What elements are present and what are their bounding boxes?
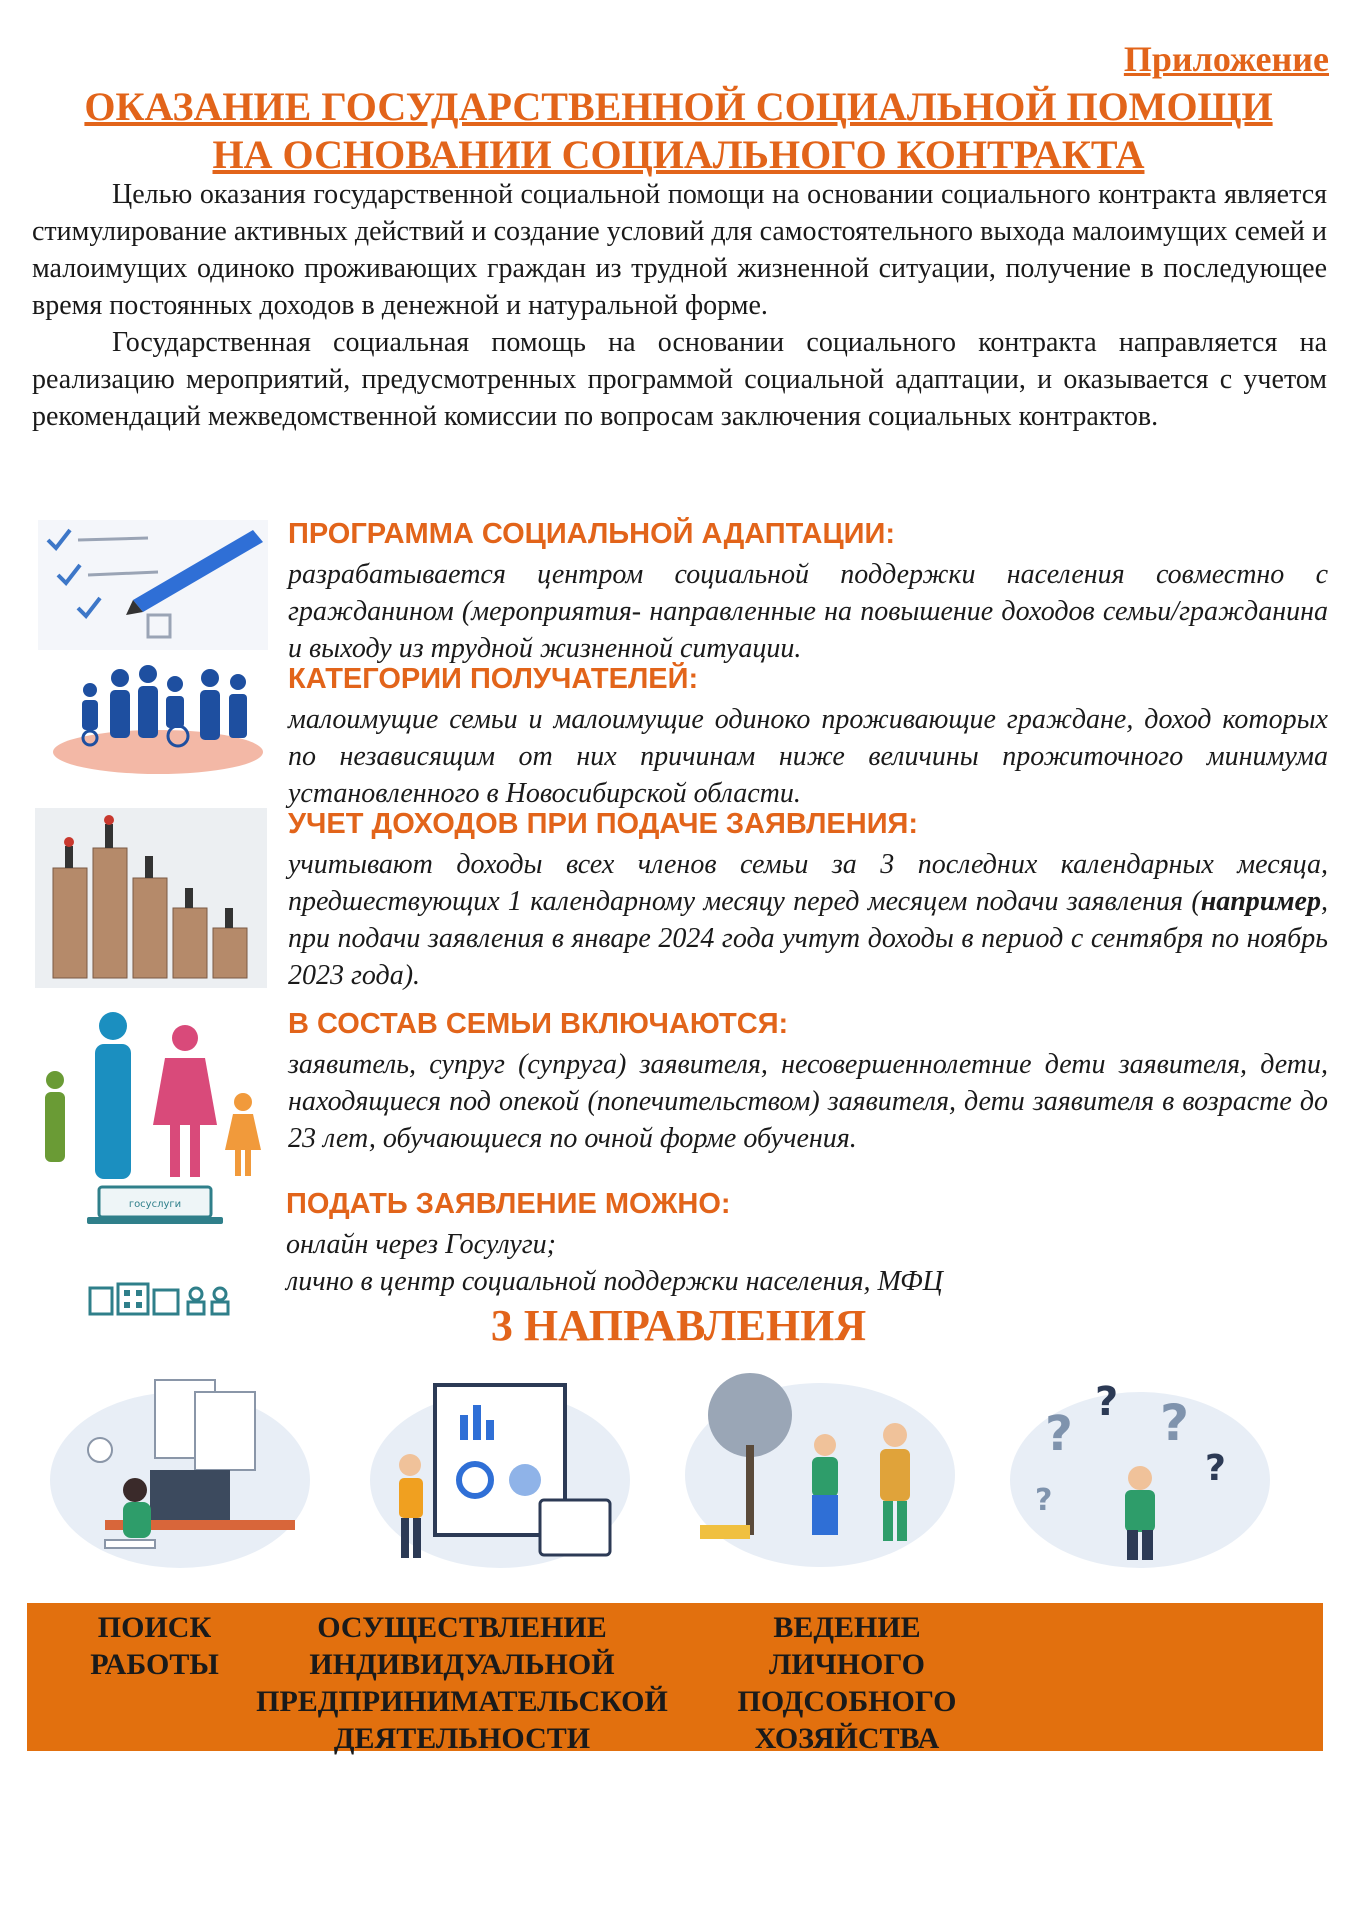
income-example-word: например — [1200, 886, 1321, 917]
family-figures-icon — [35, 1010, 267, 1185]
appendix-label: Приложение — [1123, 39, 1329, 79]
recipients-heading: КАТЕГОРИИ ПОЛУЧАТЕЛЕЙ: — [288, 663, 699, 695]
direction-2-line-3: ПРЕДПРИНИМАТЕЛЬСКОЙ — [256, 1685, 668, 1718]
direction-3-line-2: ЛИЧНОГО — [768, 1648, 926, 1681]
laptop-screen-label: госуслуги — [128, 1199, 182, 1210]
family-heading: В СОСТАВ СЕМЬИ ВКЛЮЧАЮТСЯ: — [288, 1008, 789, 1040]
direction-2-line-1: ОСУЩЕСТВЛЕНИЕ — [317, 1611, 607, 1644]
svg-text:?: ? — [1160, 1394, 1190, 1452]
business-chart-illustration — [365, 1370, 630, 1570]
coin-stacks-icon — [35, 808, 267, 988]
family-body: заявитель, супруг (супруга) заявителя, несовершеннолетние дети заявителя, дети, находящиеся под опекой (попечительством) заявителя, дети заявителя в возрасте до 23 лет, обучающиеся по очной форме обучения. — [288, 1049, 1328, 1154]
farming-illustration — [680, 1365, 960, 1570]
questions-illustration — [1005, 1370, 1270, 1570]
family-group-icon — [50, 660, 265, 775]
recipients-body: малоимущие семьи и малоимущие одиноко проживающие граждане, доход которых по независящим от них причинам ниже величины прожиточного минимума установленного в Новосибирской области. — [288, 704, 1328, 809]
svg-text:?: ? — [1035, 1483, 1053, 1518]
income-body-part-2: , при подачи заявления в январе 2024 года учтут доходы в период с сентября по ноябрь 2023 года). — [288, 886, 1328, 991]
program-body: разрабатывается центром социальной поддержки населения совместно с гражданином (мероприятия- направленные на повышение доходов семьи/гражданина и выходу из трудной жизненной ситуации. — [288, 559, 1328, 664]
apply-in-person: лично в центр социальной поддержки населения, МФЦ — [286, 1266, 943, 1297]
direction-2-line-4: ДЕЯТЕЛЬНОСТИ — [333, 1722, 591, 1755]
program-heading: ПРОГРАММА СОЦИАЛЬНОЙ АДАПТАЦИИ: — [288, 518, 895, 550]
title-line-2: НА ОСНОВАНИИ СОЦИАЛЬНОГО КОНТРАКТА — [212, 132, 1145, 177]
svg-text:?: ? — [1095, 1379, 1119, 1425]
direction-2-line-2: ИНДИВИДУАЛЬНОЙ — [309, 1648, 615, 1681]
direction-household — [717, 1609, 977, 1757]
direction-entrepreneurship — [237, 1609, 687, 1757]
job-search-illustration — [45, 1370, 310, 1570]
income-body — [288, 846, 1328, 994]
direction-1-line-2: РАБОТЫ — [90, 1648, 219, 1681]
checklist-pen-icon — [38, 520, 268, 650]
direction-3-line-4: ХОЗЯЙСТВА — [754, 1722, 940, 1755]
apply-online: онлайн через Госулуги; — [286, 1229, 557, 1260]
intro-paragraph-2: Государственная социальная помощь на основании социального контракта направляется на реализацию мероприятий, предусмотренных программой социальной адаптации, и оказывается с учетом рекомендаций межведомственной комиссии по вопросам заключения социальных контрактов. — [32, 327, 1327, 432]
svg-text:?: ? — [1045, 1406, 1073, 1462]
svg-text:?: ? — [1205, 1448, 1226, 1489]
direction-1-line-1: ПОИСК — [97, 1611, 212, 1644]
direction-3-line-3: ПОДСОБНОГО — [737, 1685, 957, 1718]
directions-bar — [27, 1603, 1323, 1755]
income-heading: УЧЕТ ДОХОДОВ ПРИ ПОДАЧЕ ЗАЯВЛЕНИЯ: — [288, 808, 919, 840]
income-body-part-1: учитывают доходы всех членов семьи за 3 последних календарных месяца, предшествующих 1 календарному месяцу перед месяцем подачи заявления ( — [288, 849, 1328, 917]
title-line-1: ОКАЗАНИЕ ГОСУДАРСТВЕННОЙ СОЦИАЛЬНОЙ ПОМОЩИ — [84, 84, 1273, 129]
direction-3-line-1: ВЕДЕНИЕ — [773, 1611, 921, 1644]
intro-paragraph-1: Целью оказания государственной социальной помощи на основании социального контракта является стимулирование активных действий и создание условий для самостоятельного выхода малоимущих семей и малоимущих одиноко проживающих граждан из трудной жизненной ситуации, получение в последующее время постоянных доходов в денежной и натуральной форме. — [32, 179, 1327, 321]
apply-heading: ПОДАТЬ ЗАЯВЛЕНИЕ МОЖНО: — [286, 1188, 731, 1220]
directions-title: 3 НАПРАВЛЕНИЯ — [490, 1301, 867, 1350]
laptop-icon — [85, 1185, 225, 1227]
intro-text — [32, 176, 1327, 435]
